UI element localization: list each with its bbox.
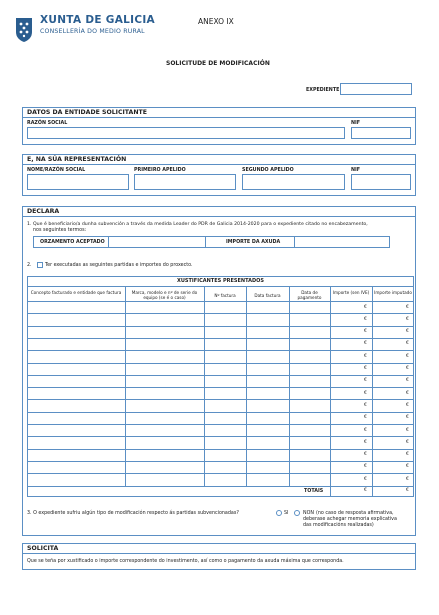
col-header-invoice-number: Nº factura bbox=[214, 293, 236, 298]
currency-symbol: € bbox=[364, 439, 367, 445]
totals-label: TOTAIS bbox=[304, 489, 324, 494]
request-section bbox=[22, 543, 416, 570]
table-cell-input[interactable] bbox=[290, 339, 329, 349]
currency-symbol: € bbox=[406, 415, 409, 421]
entity-nif-field[interactable] bbox=[351, 127, 411, 139]
table-cell-input[interactable] bbox=[247, 327, 288, 337]
table-cell-input[interactable] bbox=[290, 450, 329, 460]
currency-symbol: € bbox=[406, 316, 409, 322]
table-cell-input[interactable] bbox=[126, 413, 203, 423]
table-cell-input[interactable] bbox=[28, 339, 124, 349]
table-cell-input[interactable] bbox=[247, 462, 288, 472]
table-cell-input[interactable] bbox=[28, 388, 124, 398]
table-cell-input[interactable] bbox=[247, 400, 288, 410]
currency-symbol: € bbox=[364, 464, 367, 470]
table-cell-input[interactable] bbox=[28, 413, 124, 423]
request-text: Que se teña por xustificado o importe correspondente do investimento, así como o pagamento da axuda máxima que corresponda. bbox=[27, 559, 344, 564]
table-line bbox=[27, 286, 414, 287]
currency-symbol: € bbox=[364, 341, 367, 347]
request-section-title: SOLICITA bbox=[27, 545, 59, 552]
col-header-amount-imputed: Importe imputado bbox=[374, 290, 412, 295]
item2-checkbox[interactable] bbox=[37, 262, 43, 268]
section-divider bbox=[22, 117, 416, 118]
table-cell-input[interactable] bbox=[205, 364, 245, 374]
total-amount-currency: € bbox=[364, 488, 367, 493]
currency-symbol: € bbox=[364, 304, 367, 310]
currency-symbol: € bbox=[364, 329, 367, 335]
table-cell-input[interactable] bbox=[205, 400, 245, 410]
rep-nif-field[interactable] bbox=[351, 174, 411, 190]
col-header-amount-no-vat: Importe (sen IVE) bbox=[332, 290, 370, 295]
currency-symbol: € bbox=[406, 390, 409, 396]
table-cell-input[interactable] bbox=[205, 302, 245, 312]
declares-item1-text-cont: nos seguintes termos: bbox=[33, 228, 87, 233]
currency-symbol: € bbox=[364, 378, 367, 384]
yes-label: SI bbox=[284, 511, 289, 516]
expediente-label: EXPEDIENTE bbox=[306, 88, 340, 93]
currency-symbol: € bbox=[406, 304, 409, 310]
table-cell-input[interactable] bbox=[28, 462, 124, 472]
table-cell-input[interactable] bbox=[247, 450, 288, 460]
declares-item3-text: 3. O expediente sufriu algún tipo de modificación respecto ás partidas subvencionadas? bbox=[27, 511, 239, 516]
currency-symbol: € bbox=[364, 452, 367, 458]
table-cell-input[interactable] bbox=[290, 302, 329, 312]
currency-symbol: € bbox=[406, 402, 409, 408]
table-cell-input[interactable] bbox=[205, 425, 245, 435]
section-divider bbox=[22, 164, 416, 165]
table-cell-input[interactable] bbox=[28, 314, 124, 324]
table-cell-input[interactable] bbox=[126, 388, 203, 398]
table-cell-input[interactable] bbox=[290, 327, 329, 337]
table-cell-input[interactable] bbox=[247, 437, 288, 447]
table-cell-input[interactable] bbox=[28, 351, 124, 361]
table-title: XUSTIFICANTES PRESENTADOS bbox=[177, 278, 264, 284]
table-cell-input[interactable] bbox=[126, 425, 203, 435]
representative-section-title: E, NA SÚA REPRESENTACIÓN bbox=[27, 156, 127, 163]
no-note-line2: deberase achegar memoria explicativa bbox=[303, 517, 397, 522]
currency-symbol: € bbox=[406, 427, 409, 433]
table-cell-input[interactable] bbox=[28, 425, 124, 435]
budget-field[interactable] bbox=[109, 237, 204, 247]
table-cell-input[interactable] bbox=[126, 437, 203, 447]
currency-symbol: € bbox=[364, 415, 367, 421]
no-radio[interactable] bbox=[294, 510, 300, 516]
table-cell-input[interactable] bbox=[290, 388, 329, 398]
currency-symbol: € bbox=[406, 329, 409, 335]
table-cell-input[interactable] bbox=[126, 450, 203, 460]
currency-symbol: € bbox=[364, 316, 367, 322]
table-cell-input[interactable] bbox=[247, 302, 288, 312]
rep-name-field[interactable] bbox=[27, 174, 129, 190]
table-cell-input[interactable] bbox=[28, 437, 124, 447]
currency-symbol: € bbox=[406, 366, 409, 371]
brand-department: CONSELLERÍA DO MEDIO RURAL bbox=[40, 28, 145, 35]
table-cell-input[interactable] bbox=[205, 437, 245, 447]
col-header-payment-date: Data de pagamento bbox=[297, 290, 322, 300]
col-header-concept: Concepto facturado e entidade que factura bbox=[30, 290, 122, 295]
table-cell-input[interactable] bbox=[28, 327, 124, 337]
col-header-brand-model: Marca, modelo e nº de serie do equipo (se é o caso) bbox=[131, 290, 198, 300]
table-cell-input[interactable] bbox=[126, 314, 203, 324]
currency-symbol: € bbox=[364, 476, 367, 482]
entity-nif-label: NIF bbox=[351, 121, 361, 126]
document-title: SOLICITUDE DE MODIFICACIÓN bbox=[166, 60, 270, 67]
currency-symbol: € bbox=[406, 341, 409, 347]
table-cell-input[interactable] bbox=[247, 425, 288, 435]
table-cell-input[interactable] bbox=[205, 388, 245, 398]
table-cell-input[interactable] bbox=[205, 351, 245, 361]
total-imputed-currency: € bbox=[406, 488, 409, 493]
table-cell-input[interactable] bbox=[126, 474, 203, 484]
table-cell-input[interactable] bbox=[205, 462, 245, 472]
table-cell-input[interactable] bbox=[247, 364, 288, 374]
currency-symbol: € bbox=[406, 464, 409, 470]
aid-field[interactable] bbox=[295, 237, 389, 247]
table-cell-input[interactable] bbox=[28, 376, 124, 386]
table-cell-input[interactable] bbox=[290, 437, 329, 447]
table-cell-input[interactable] bbox=[247, 388, 288, 398]
table-cell-input[interactable] bbox=[290, 462, 329, 472]
table-cell-input[interactable] bbox=[28, 450, 124, 460]
table-cell-input[interactable] bbox=[247, 413, 288, 423]
table-cell-input[interactable] bbox=[126, 462, 203, 472]
expediente-field[interactable] bbox=[340, 83, 412, 95]
rep-name-label: NOME/RAZÓN SOCIAL bbox=[27, 168, 86, 173]
col-header-invoice-date: Data factura bbox=[254, 293, 281, 298]
currency-symbol: € bbox=[406, 476, 409, 482]
table-cell-input[interactable] bbox=[290, 474, 329, 484]
razon-social-label: RAZÓN SOCIAL bbox=[27, 121, 68, 126]
rep-second-surname-label: SEGUNDO APELIDO bbox=[242, 168, 294, 173]
xunta-logo-icon bbox=[14, 16, 34, 43]
brand-block bbox=[40, 14, 155, 35]
table-cell-input[interactable] bbox=[290, 425, 329, 435]
table-cell-input[interactable] bbox=[126, 376, 203, 386]
rep-first-surname-label: PRIMEIRO APELIDO bbox=[134, 168, 186, 173]
table-cell-input[interactable] bbox=[290, 413, 329, 423]
aid-label: IMPORTE DA AXUDA bbox=[226, 240, 281, 245]
no-label: NON bbox=[303, 511, 314, 516]
table-cell-input[interactable] bbox=[290, 351, 329, 361]
table-cell-input[interactable] bbox=[290, 314, 329, 324]
section-divider bbox=[22, 216, 416, 217]
no-note-line3: das modificacións realizadas) bbox=[303, 523, 374, 528]
table-cell-input[interactable] bbox=[126, 302, 203, 312]
currency-symbol: € bbox=[364, 353, 367, 359]
table-cell-input[interactable] bbox=[28, 302, 124, 312]
table-cell-input[interactable] bbox=[247, 339, 288, 349]
table-cell-input[interactable] bbox=[126, 339, 203, 349]
table-cell-input[interactable] bbox=[28, 364, 124, 374]
brand-name: XUNTA DE GALICIA bbox=[40, 14, 155, 26]
currency-symbol: € bbox=[406, 439, 409, 445]
razon-social-field[interactable] bbox=[27, 127, 345, 139]
table-cell-input[interactable] bbox=[290, 400, 329, 410]
table-cell-input[interactable] bbox=[247, 474, 288, 484]
cell-divider bbox=[205, 236, 206, 248]
table-cell-input[interactable] bbox=[205, 327, 245, 337]
budget-label: ORZAMENTO ACEPTADO bbox=[40, 240, 105, 245]
declares-section-title: DECLARA bbox=[27, 208, 60, 215]
table-cell-input[interactable] bbox=[126, 327, 203, 337]
table-cell-input[interactable] bbox=[247, 351, 288, 361]
table-cell-input[interactable] bbox=[290, 376, 329, 386]
currency-symbol: € bbox=[364, 390, 367, 396]
table-cell-input[interactable] bbox=[205, 339, 245, 349]
currency-symbol: € bbox=[364, 366, 367, 371]
table-cell-input[interactable] bbox=[28, 400, 124, 410]
annex-label: ANEXO IX bbox=[198, 17, 234, 26]
rep-first-surname-field[interactable] bbox=[134, 174, 236, 190]
rep-nif-label: NIF bbox=[351, 168, 361, 173]
table-cell-input[interactable] bbox=[290, 364, 329, 374]
declares-item1-text: 1. Que é beneficiario/a dunha subvención a través da medida Leader do PDR de Galicia 2014-2020 para o expediente citado no encabezamento, bbox=[27, 222, 368, 227]
table-cell-input[interactable] bbox=[205, 474, 245, 484]
currency-symbol: € bbox=[406, 378, 409, 384]
table-cell-input[interactable] bbox=[205, 314, 245, 324]
table-cell-input[interactable] bbox=[126, 400, 203, 410]
currency-symbol: € bbox=[406, 452, 409, 458]
table-cell-input[interactable] bbox=[205, 450, 245, 460]
currency-symbol: € bbox=[364, 402, 367, 408]
currency-symbol: € bbox=[406, 353, 409, 359]
no-note-line1: (no caso de resposta afirmativa, bbox=[316, 511, 394, 516]
currency-symbol: € bbox=[364, 427, 367, 433]
declares-item2-text: Ter executadas as seguintes partidas e importes do proxecto. bbox=[45, 263, 193, 268]
table-line bbox=[27, 486, 414, 487]
section-divider bbox=[22, 553, 416, 554]
declares-item2-number: 2. bbox=[27, 263, 32, 268]
rep-second-surname-field[interactable] bbox=[242, 174, 345, 190]
table-cell-input[interactable] bbox=[205, 376, 245, 386]
table-cell-input[interactable] bbox=[126, 364, 203, 374]
entity-section-title: DATOS DA ENTIDADE SOLICITANTE bbox=[27, 109, 147, 116]
table-cell-input[interactable] bbox=[28, 474, 124, 484]
table-cell-input[interactable] bbox=[205, 413, 245, 423]
table-cell-input[interactable] bbox=[247, 376, 288, 386]
table-cell-input[interactable] bbox=[126, 351, 203, 361]
table-cell-input[interactable] bbox=[247, 314, 288, 324]
yes-radio[interactable] bbox=[276, 510, 282, 516]
